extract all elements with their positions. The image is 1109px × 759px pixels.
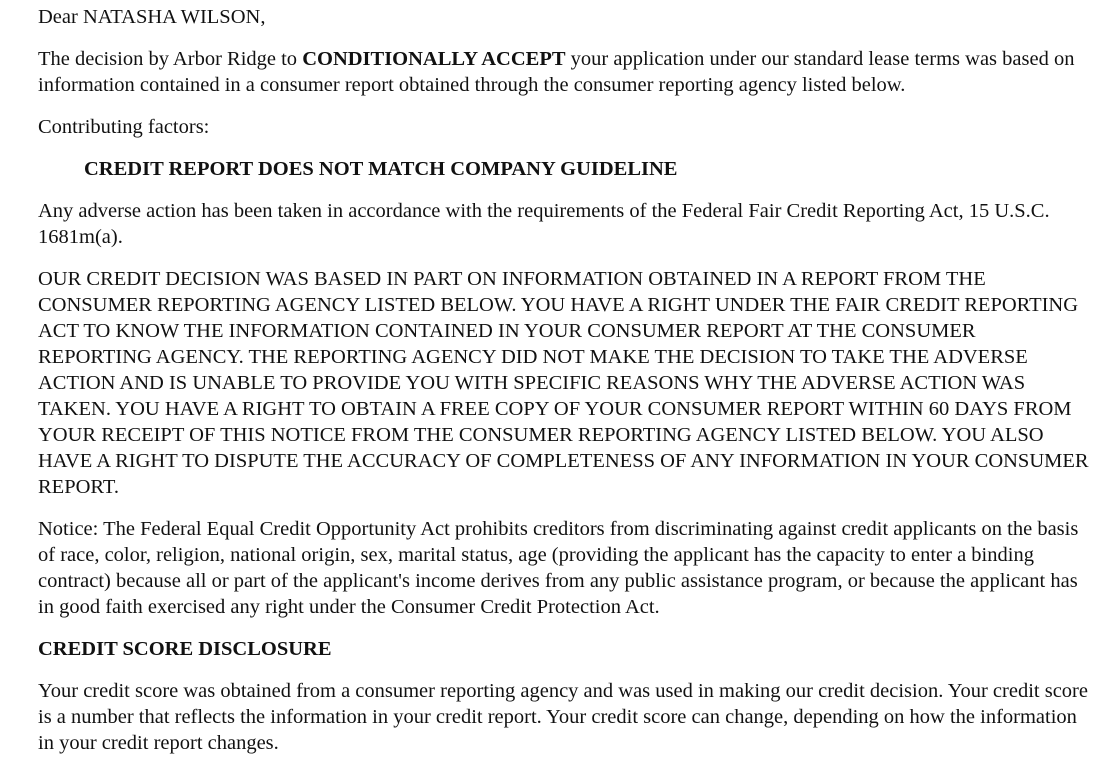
decision-detail: your application under our standard lease terms was based on information contained in a consumer report obtained through the consumer reporting agency listed below. bbox=[38, 48, 1075, 96]
factors-label: Contributing factors: bbox=[38, 116, 210, 138]
contributing-factor: CREDIT REPORT DOES NOT MATCH COMPANY GUIDELINE bbox=[84, 158, 678, 180]
decision-intro: The decision by Arbor Ridge to bbox=[38, 48, 303, 70]
rights-notice: OUR CREDIT DECISION WAS BASED IN PART ON INFORMATION OBTAINED IN A REPORT FROM THE CONSUMER REPORTING AGENCY LISTED BELOW. YOU HAVE A RIGHT UNDER THE FAIR CREDIT REPORTING ACT TO KNOW THE INFORMATION CONTAINED IN YOUR CONSUMER REPORT AT THE CONSUMER REPORTING AGENCY. THE REPORTING AGENCY DID NOT MAKE THE DECISION TO TAKE THE ADVERSE ACTION AND IS UNABLE TO PROVIDE YOU WITH SPECIFIC REASONS WHY THE ADVERSE ACTION WAS TAKEN. YOU HAVE A RIGHT TO OBTAIN A FREE COPY OF YOUR CONSUMER REPORT WITHIN 60 DAYS FROM YOUR RECEIPT OF THIS NOTICE FROM THE CONSUMER REPORTING AGENCY LISTED BELOW. YOU ALSO HAVE A RIGHT TO DISPUTE THE ACCURACY OF COMPLETENESS OF ANY INFORMATION IN YOUR CONSUMER REPORT. bbox=[38, 268, 1089, 498]
greeting: Dear NATASHA WILSON, bbox=[38, 6, 266, 28]
credit-score-text: Your credit score was obtained from a consumer reporting agency and was used in making our credit decision. Your credit score is a number that reflects the information in your credit report. Your credit score can change, depending on how the information in your credit report changes. bbox=[38, 680, 1088, 754]
decision-status: CONDITIONALLY ACCEPT bbox=[302, 48, 566, 70]
fcra-statement: Any adverse action has been taken in accordance with the requirements of the Federal Fair Credit Reporting Act, 15 U.S.C. 1681m(a). bbox=[38, 200, 1050, 248]
credit-score-heading: CREDIT SCORE DISCLOSURE bbox=[38, 638, 332, 660]
decision-paragraph bbox=[38, 46, 1089, 98]
ecoa-notice: Notice: The Federal Equal Credit Opportunity Act prohibits creditors from discriminating against credit applicants on the basis of race, color, religion, national origin, sex, marital status, age (providing the applicant has the capacity to enter a binding contract) because all or part of the applicant's income derives from any public assistance program, or because the applicant has in good faith exercised any right under the Consumer Credit Protection Act. bbox=[38, 518, 1079, 618]
